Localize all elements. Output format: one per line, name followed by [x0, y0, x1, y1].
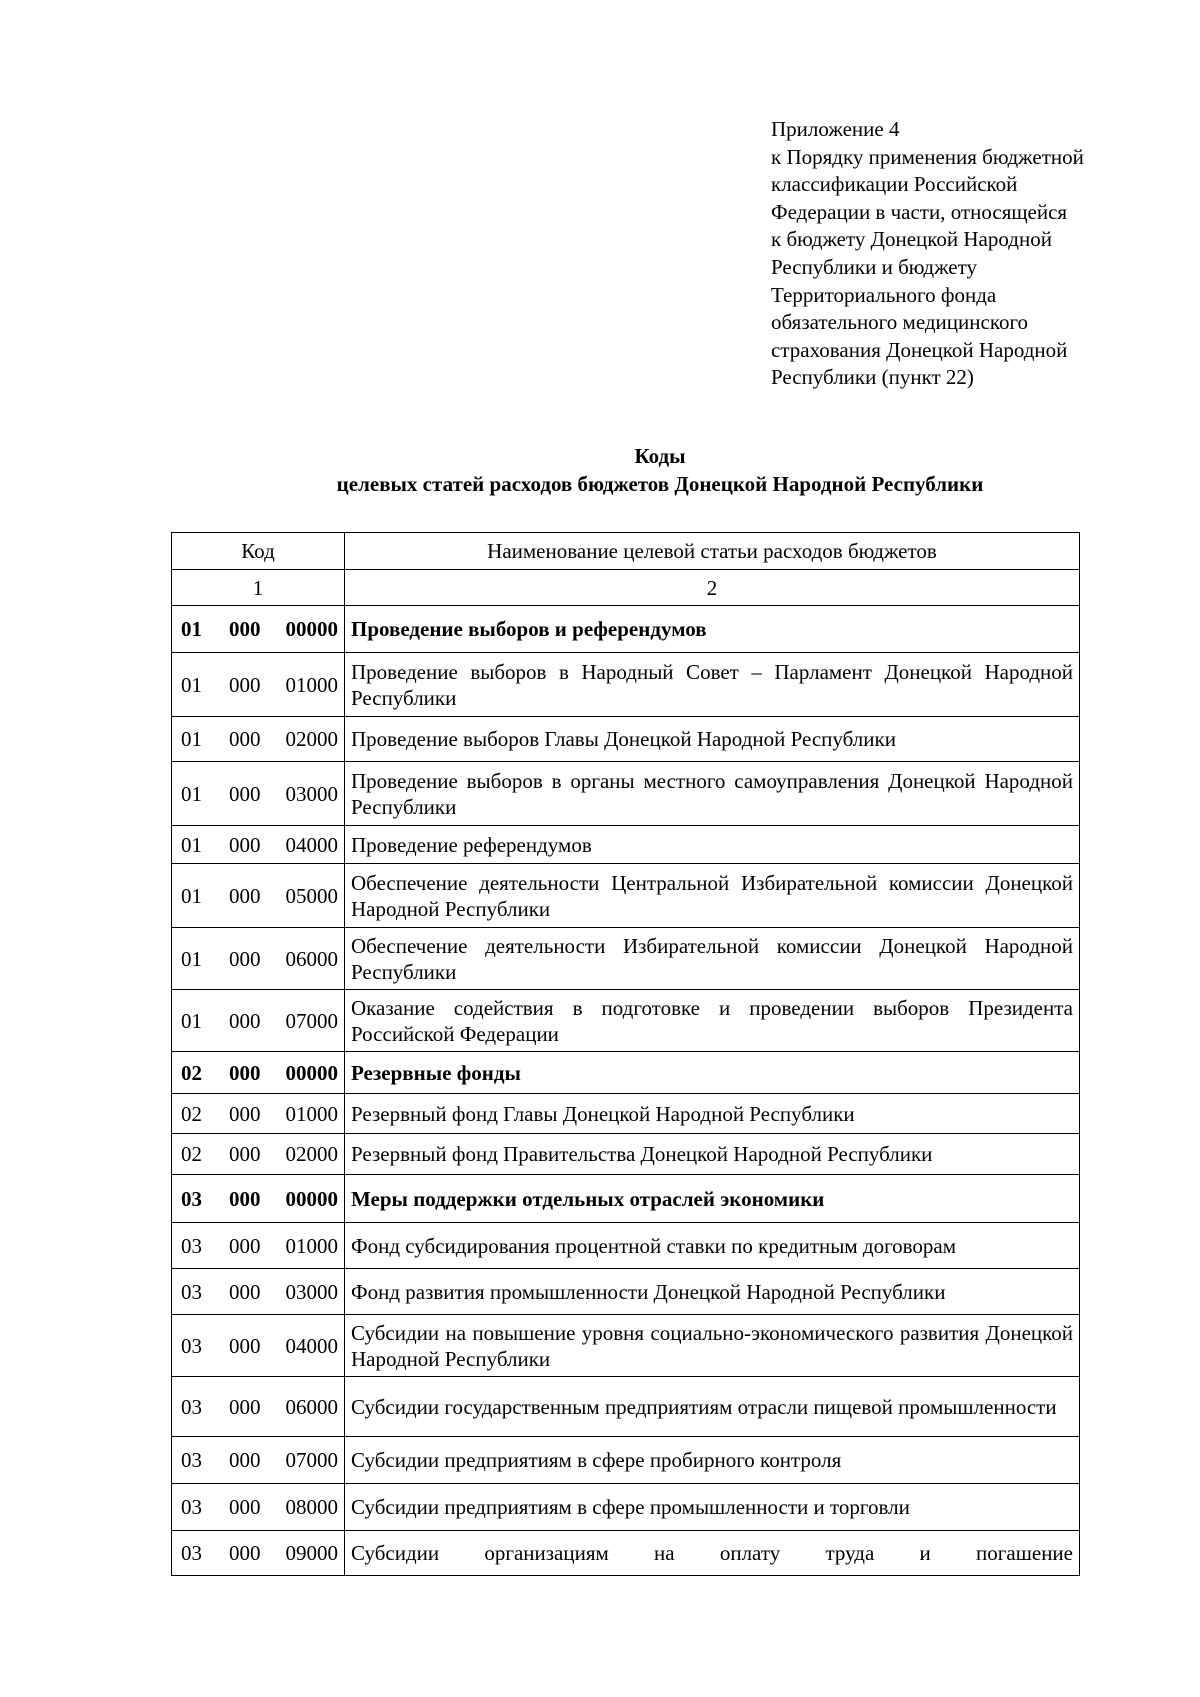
- code-subsection: 000: [229, 1279, 261, 1304]
- code-item: 04000: [285, 832, 338, 857]
- expense-item-name: Проведение выборов Главы Донецкой Народной Республики: [351, 727, 896, 751]
- expense-item-name: Субсидии государственным предприятиям отрасли пищевой промышленности: [351, 1394, 1057, 1419]
- name-cell: [345, 1134, 1080, 1175]
- expense-item-name: Обеспечение деятельности Центральной Избирательной комиссии Донецкой Народной Республики: [351, 870, 1073, 921]
- name-cell: [345, 1052, 1080, 1094]
- code-cell: [172, 1377, 345, 1437]
- code-subsection: 000: [229, 672, 261, 697]
- column-number-1: 1: [172, 570, 345, 606]
- code-value: [172, 1494, 344, 1520]
- code-cell: [172, 606, 345, 653]
- expense-item-name: Фонд субсидирования процентной ставки по кредитным договорам: [351, 1233, 957, 1258]
- code-section: 01: [181, 1008, 202, 1033]
- code-item: 06000: [285, 1394, 338, 1419]
- code-item: 05000: [285, 883, 338, 908]
- code-subsection: 000: [229, 1008, 261, 1033]
- code-subsection: 000: [229, 1495, 261, 1519]
- code-value: [172, 1279, 344, 1305]
- code-section: 02: [181, 1101, 202, 1126]
- code-cell: [172, 1134, 345, 1175]
- code-section: 01: [181, 883, 202, 908]
- code-cell: [172, 1223, 345, 1269]
- code-value: [172, 1060, 344, 1086]
- code-value: [172, 781, 344, 807]
- expense-item-name: Обеспечение деятельности Избирательной комиссии Донецкой Народной Республики: [351, 933, 1073, 984]
- document-title: [0, 442, 1200, 498]
- table-row: [172, 1134, 1080, 1175]
- code-subsection: 000: [229, 1448, 261, 1472]
- name-cell: [345, 928, 1080, 990]
- column-number-2: 2: [345, 570, 1080, 606]
- code-section: 03: [181, 1394, 202, 1419]
- code-subsection: 000: [229, 1186, 261, 1211]
- table-row: [172, 1531, 1080, 1576]
- table-column-number-row: [172, 570, 1080, 606]
- code-subsection: 000: [229, 727, 261, 751]
- table-row: [172, 1175, 1080, 1223]
- name-cell: [345, 1175, 1080, 1223]
- code-section: 02: [181, 1060, 202, 1085]
- table-row: [172, 1484, 1080, 1531]
- appendix-line: к бюджету Донецкой Народной: [771, 227, 1052, 252]
- code-cell: [172, 1484, 345, 1531]
- document-title-line2: целевых статей расходов бюджетов Донецкой Народной Республики: [336, 472, 984, 496]
- name-cell: [345, 1437, 1080, 1484]
- table-row: [172, 653, 1080, 717]
- code-value: [172, 1186, 344, 1212]
- expense-item-name: Проведение выборов в Народный Совет – Парламент Донецкой Народной Республики: [351, 659, 1073, 710]
- code-item: 03000: [285, 1279, 338, 1304]
- code-cell: [172, 1437, 345, 1484]
- code-cell: [172, 928, 345, 990]
- code-cell: [172, 653, 345, 717]
- code-cell: [172, 717, 345, 762]
- expense-item-name: Проведение выборов в органы местного самоуправления Донецкой Народной Республики: [351, 768, 1073, 819]
- code-section: 03: [181, 1541, 202, 1565]
- name-cell: [345, 717, 1080, 762]
- expense-item-name: Фонд развития промышленности Донецкой Народной Республики: [351, 1279, 946, 1304]
- expense-item-name: Субсидии организациям на оплату труда и погашение: [351, 1541, 1073, 1565]
- expense-item-name: Меры поддержки отдельных отраслей экономики: [351, 1186, 825, 1211]
- code-value: [172, 883, 344, 909]
- expense-item-name: Проведение выборов и референдумов: [351, 617, 707, 641]
- table-row: [172, 1269, 1080, 1315]
- code-subsection: 000: [229, 883, 261, 908]
- table-row: [172, 606, 1080, 653]
- code-subsection: 000: [229, 1060, 261, 1085]
- codes-table: [171, 532, 1080, 1576]
- code-section: 01: [181, 672, 202, 697]
- code-section: 01: [181, 727, 202, 751]
- code-section: 02: [181, 1142, 202, 1166]
- name-cell: [345, 606, 1080, 653]
- table-row: [172, 1052, 1080, 1094]
- code-section: 01: [181, 781, 202, 806]
- code-item: 01000: [285, 1101, 338, 1126]
- code-value: [172, 832, 344, 858]
- code-cell: [172, 990, 345, 1052]
- document-title-line1: Коды: [634, 444, 686, 468]
- expense-item-name: Субсидии предприятиям в сфере пробирного контроля: [351, 1448, 842, 1472]
- code-section: 03: [181, 1333, 202, 1358]
- expense-item-name: Резервные фонды: [351, 1060, 521, 1085]
- code-item: 01000: [285, 1233, 338, 1258]
- table-row: [172, 928, 1080, 990]
- name-cell: [345, 1223, 1080, 1269]
- name-cell: [345, 826, 1080, 864]
- code-item: 00000: [285, 1060, 338, 1085]
- code-section: 01: [181, 617, 202, 641]
- table-header-row: [172, 533, 1080, 570]
- header-name: Наименование целевой статьи расходов бюджетов: [345, 533, 1080, 570]
- name-cell: [345, 1484, 1080, 1531]
- appendix-line: классификации Российской: [771, 172, 1018, 197]
- code-cell: [172, 1269, 345, 1315]
- code-subsection: 000: [229, 832, 261, 857]
- expense-item-name: Проведение референдумов: [351, 832, 592, 857]
- code-subsection: 000: [229, 1541, 261, 1565]
- expense-item-name: Резервный фонд Главы Донецкой Народной Республики: [351, 1101, 855, 1126]
- appendix-line: Федерации в части, относящейся: [771, 199, 1068, 224]
- code-value: [172, 1233, 344, 1259]
- table-row: [172, 717, 1080, 762]
- code-item: 09000: [285, 1541, 338, 1565]
- code-item: 03000: [285, 781, 338, 806]
- code-value: [172, 1394, 344, 1420]
- code-cell: [172, 1531, 345, 1576]
- appendix-line: Территориального фонда: [771, 282, 997, 307]
- code-item: 06000: [285, 946, 338, 971]
- code-subsection: 000: [229, 1101, 261, 1126]
- code-value: [172, 1141, 344, 1167]
- code-value: [172, 726, 344, 752]
- appendix-line: к Порядку применения бюджетной: [771, 144, 1084, 169]
- expense-item-name: Субсидии предприятиям в сфере промышленности и торговли: [351, 1495, 910, 1519]
- code-item: 08000: [285, 1495, 338, 1519]
- code-subsection: 000: [229, 1394, 261, 1419]
- code-subsection: 000: [229, 1333, 261, 1358]
- table-row: [172, 990, 1080, 1052]
- expense-item-name: Оказание содействия в подготовке и проведении выборов Президента Российской Федерации: [351, 995, 1073, 1046]
- appendix-line: Республики (пункт 22): [771, 365, 974, 390]
- name-cell: [345, 1269, 1080, 1315]
- code-value: [172, 1333, 344, 1359]
- table-row: [172, 1223, 1080, 1269]
- name-cell: [345, 1315, 1080, 1377]
- code-value: [172, 1101, 344, 1127]
- table-row: [172, 864, 1080, 928]
- code-item: 00000: [285, 1186, 338, 1211]
- code-cell: [172, 826, 345, 864]
- code-subsection: 000: [229, 781, 261, 806]
- table-row: [172, 826, 1080, 864]
- code-subsection: 000: [229, 946, 261, 971]
- code-section: 01: [181, 832, 202, 857]
- expense-item-name: Резервный фонд Правительства Донецкой Народной Республики: [351, 1142, 933, 1166]
- table-row: [172, 1437, 1080, 1484]
- code-cell: [172, 1052, 345, 1094]
- code-cell: [172, 864, 345, 928]
- code-section: 01: [181, 946, 202, 971]
- name-cell: [345, 1531, 1080, 1576]
- code-value: [172, 946, 344, 972]
- code-section: 03: [181, 1495, 202, 1519]
- appendix-line: Приложение 4: [771, 117, 900, 141]
- code-value: [172, 672, 344, 698]
- code-item: 02000: [285, 1142, 338, 1166]
- code-subsection: 000: [229, 617, 261, 641]
- table-row: [172, 1377, 1080, 1437]
- code-subsection: 000: [229, 1233, 261, 1258]
- expense-item-name: Субсидии на повышение уровня социально-экономического развития Донецкой Народной Республики: [351, 1320, 1073, 1371]
- code-cell: [172, 762, 345, 826]
- code-value: [172, 1008, 344, 1034]
- code-item: 07000: [285, 1008, 338, 1033]
- name-cell: [345, 762, 1080, 826]
- appendix-line: страхования Донецкой Народной: [771, 337, 1068, 362]
- name-cell: [345, 990, 1080, 1052]
- code-item: 01000: [285, 672, 338, 697]
- table-row: [172, 1094, 1080, 1134]
- code-section: 03: [181, 1233, 202, 1258]
- header-code: Код: [172, 533, 345, 570]
- code-value: [172, 1447, 344, 1473]
- table-row: [172, 1315, 1080, 1377]
- code-subsection: 000: [229, 1142, 261, 1166]
- appendix-note: [771, 116, 1171, 392]
- code-cell: [172, 1094, 345, 1134]
- code-section: 03: [181, 1448, 202, 1472]
- code-cell: [172, 1315, 345, 1377]
- code-cell: [172, 1175, 345, 1223]
- appendix-line: обязательного медицинского: [771, 310, 1029, 335]
- code-item: 02000: [285, 727, 338, 751]
- code-item: 00000: [285, 617, 338, 641]
- code-value: [172, 1540, 344, 1566]
- code-value: [172, 616, 344, 642]
- table-row: [172, 762, 1080, 826]
- name-cell: [345, 653, 1080, 717]
- name-cell: [345, 1094, 1080, 1134]
- appendix-line: Республики и бюджету: [771, 254, 978, 279]
- code-item: 07000: [285, 1448, 338, 1472]
- code-section: 03: [181, 1279, 202, 1304]
- name-cell: [345, 1377, 1080, 1437]
- name-cell: [345, 864, 1080, 928]
- code-section: 03: [181, 1186, 202, 1211]
- code-item: 04000: [285, 1333, 338, 1358]
